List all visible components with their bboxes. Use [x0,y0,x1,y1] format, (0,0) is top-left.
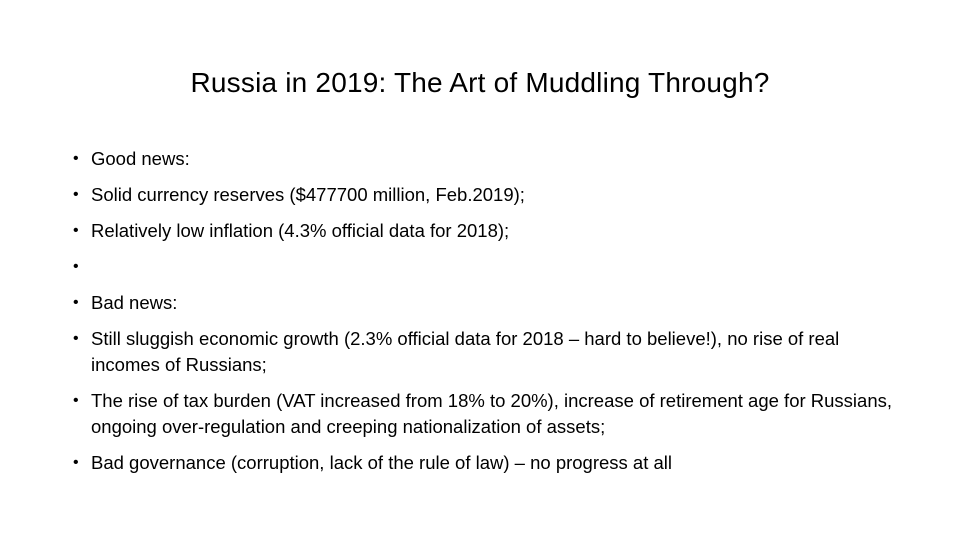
bullet-text: The rise of tax burden (VAT increased from 18% to 20%), increase of retirement age for Russians, ongoing over-regulation and creeping nationalization of assets; [91,390,893,437]
bullet-dot-icon: • [73,330,79,347]
bullet-dot-icon: • [73,258,79,275]
bullet-text: Relatively low inflation (4.3% official data for 2018); [91,220,510,241]
bullet-dot-icon: • [73,150,79,167]
bullet-dot-icon: • [73,392,79,409]
bullet-item-bad-news [66,290,894,316]
bullet-text: Solid currency reserves ($477700 million, Feb.2019); [91,184,525,205]
bullet-dot-icon: • [73,186,79,203]
bullet-text: Good news: [91,148,190,169]
bullet-item-currency-reserves [66,182,894,208]
bullet-dot-icon: • [73,454,79,471]
bullet-text: Bad governance (corruption, lack of the rule of law) – no progress at all [91,452,673,473]
bullet-text: Still sluggish economic growth (2.3% official data for 2018 – hard to believe!), no rise of real incomes of Russians; [91,328,840,375]
bullet-dot-icon: • [73,222,79,239]
bullet-item-governance [66,450,894,476]
bullet-item-good-news [66,146,894,172]
bullet-list [66,146,894,486]
bullet-dot-icon: • [73,294,79,311]
bullet-item-empty [66,254,894,280]
bullet-item-economic-growth [66,326,894,378]
slide-title: Russia in 2019: The Art of Muddling Through? [190,67,770,98]
bullet-item-tax-burden [66,388,894,440]
bullet-text: Bad news: [91,292,178,313]
bullet-item-inflation [66,218,894,244]
